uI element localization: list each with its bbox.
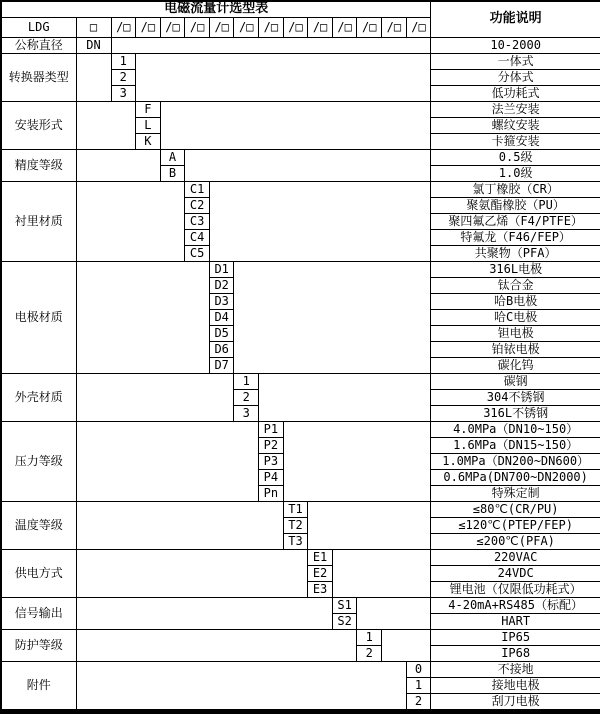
spacer-cell	[76, 421, 259, 501]
option-desc-cell: 低功耗式	[431, 85, 600, 101]
option-desc-cell: ≤80℃(CR/PU)	[431, 501, 600, 517]
option-desc-cell: 4.0MPa（DN10~150）	[431, 421, 600, 437]
spacer-cell	[76, 373, 234, 421]
option-code-cell: T3	[283, 533, 308, 549]
option-code-cell: L	[136, 117, 161, 133]
option-code-box: /□	[357, 17, 382, 37]
option-desc-cell: 哈B电极	[431, 293, 600, 309]
option-code-cell: D6	[209, 341, 234, 357]
option-code-box: /□	[111, 17, 136, 37]
group-label: 电极材质	[1, 261, 76, 373]
option-code-cell: Pn	[259, 485, 284, 501]
group-label-dn: 公称直径	[1, 37, 76, 53]
option-code-box: /□	[185, 17, 210, 37]
option-desc-cell: 0.5级	[431, 149, 600, 165]
option-code-cell: E2	[308, 565, 333, 581]
spacer-cell	[76, 101, 136, 149]
dn-code-box: □	[76, 17, 111, 37]
option-desc-cell: 316L不锈钢	[431, 405, 600, 421]
option-code-cell: P3	[259, 453, 284, 469]
option-desc-cell: 钛合金	[431, 277, 600, 293]
group-label: 转换器类型	[1, 53, 76, 101]
option-desc-cell: 304不锈钢	[431, 389, 600, 405]
option-desc-cell: 1.0MPa（DN200~DN600）	[431, 453, 600, 469]
spacer-cell	[382, 629, 431, 661]
option-desc-cell: 卡箍安装	[431, 133, 600, 149]
option-desc-cell: 碳钢	[431, 373, 600, 389]
group-label: 精度等级	[1, 149, 76, 181]
group-label: 信号输出	[1, 597, 76, 629]
option-desc-cell: 分体式	[431, 69, 600, 85]
option-code-cell: C5	[185, 245, 210, 261]
option-code-cell: 2	[406, 693, 431, 712]
option-code-cell: D3	[209, 293, 234, 309]
spacer-cell	[76, 597, 332, 629]
option-code-cell: S2	[332, 613, 357, 629]
option-code-cell: C4	[185, 229, 210, 245]
option-code-box: /□	[382, 17, 407, 37]
option-desc-cell: 铂铱电极	[431, 341, 600, 357]
table-title: 电磁流量计选型表	[1, 1, 431, 17]
option-code-cell: D7	[209, 357, 234, 373]
option-code-cell: 1	[406, 677, 431, 693]
option-desc-cell: 螺纹安装	[431, 117, 600, 133]
option-code-cell: 3	[111, 85, 136, 101]
option-desc-cell: 聚氨酯橡胶（PU）	[431, 197, 600, 213]
option-code-cell: C2	[185, 197, 210, 213]
option-code-cell: B	[160, 165, 185, 181]
option-code-cell: C3	[185, 213, 210, 229]
option-code-cell: C1	[185, 181, 210, 197]
option-code-box: /□	[283, 17, 308, 37]
option-code-box: /□	[308, 17, 333, 37]
option-desc-cell: 刮刀电极	[431, 693, 600, 712]
option-desc-cell: ≤200℃(PFA)	[431, 533, 600, 549]
group-label: 温度等级	[1, 501, 76, 549]
option-code-cell: D4	[209, 309, 234, 325]
group-label: 衬里材质	[1, 181, 76, 261]
option-code-cell: P2	[259, 437, 284, 453]
group-label: 安装形式	[1, 101, 76, 149]
spacer-cell	[76, 181, 185, 261]
spacer-cell	[160, 101, 431, 149]
group-label: 压力等级	[1, 421, 76, 501]
option-code-cell: T1	[283, 501, 308, 517]
option-code-cell: 1	[234, 373, 259, 389]
option-code-box: /□	[160, 17, 185, 37]
option-code-cell: A	[160, 149, 185, 165]
option-desc-cell: 220VAC	[431, 549, 600, 565]
option-code-cell: E3	[308, 581, 333, 597]
option-code-box: /□	[136, 17, 161, 37]
option-desc-cell: 共聚物（PFA）	[431, 245, 600, 261]
option-desc-cell: IP68	[431, 645, 600, 661]
table-body	[1, 1, 600, 712]
option-code-box: /□	[209, 17, 234, 37]
option-code-box: /□	[259, 17, 284, 37]
option-desc-cell: 钽电极	[431, 325, 600, 341]
option-desc-cell: 1.0级	[431, 165, 600, 181]
option-code-cell: D2	[209, 277, 234, 293]
spacer-cell	[76, 661, 406, 712]
spacer-cell	[357, 597, 431, 629]
option-desc-cell: 0.6MPa(DN700~DN2000)	[431, 469, 600, 485]
option-code-cell: 1	[111, 53, 136, 69]
group-label: 附件	[1, 661, 76, 712]
option-code-cell: E1	[308, 549, 333, 565]
group-label: 供电方式	[1, 549, 76, 597]
option-code-cell: S1	[332, 597, 357, 613]
spacer-cell	[76, 149, 160, 181]
option-code-cell: F	[136, 101, 161, 117]
option-desc-cell: 聚四氟乙烯（F4/PTFE）	[431, 213, 600, 229]
spacer-cell	[76, 261, 209, 373]
spacer-cell	[308, 501, 431, 549]
option-desc-cell: 锂电池（仅限低功耗式）	[431, 581, 600, 597]
option-code-box: /□	[406, 17, 431, 37]
option-desc-cell: 法兰安装	[431, 101, 600, 117]
option-desc-cell: 1.6MPa（DN15~150）	[431, 437, 600, 453]
spacer-cell	[259, 373, 431, 421]
option-desc-cell: 哈C电极	[431, 309, 600, 325]
option-code-cell: D5	[209, 325, 234, 341]
option-code-cell: 1	[357, 629, 382, 645]
option-desc-cell: HART	[431, 613, 600, 629]
option-desc-cell: 316L电极	[431, 261, 600, 277]
model-prefix: LDG	[1, 17, 76, 37]
option-code-cell: D1	[209, 261, 234, 277]
dn-code-cell: DN	[76, 37, 111, 53]
spacer-cell	[185, 149, 431, 181]
spacer-cell	[136, 53, 431, 101]
spacer-cell	[209, 181, 431, 261]
option-code-box: /□	[332, 17, 357, 37]
spacer-cell	[234, 261, 431, 373]
option-desc-cell: 接地电极	[431, 677, 600, 693]
option-desc-cell: 氯丁橡胶（CR）	[431, 181, 600, 197]
spacer-cell	[283, 421, 431, 501]
option-code-cell: 2	[234, 389, 259, 405]
option-desc-cell: IP65	[431, 629, 600, 645]
option-code-cell: K	[136, 133, 161, 149]
option-desc-cell: 24VDC	[431, 565, 600, 581]
spacer-cell	[332, 549, 431, 597]
option-desc-cell: 特氟龙（F46/FEP）	[431, 229, 600, 245]
group-label: 外壳材质	[1, 373, 76, 421]
spacer-cell	[76, 549, 308, 597]
spacer-cell	[76, 53, 111, 101]
spacer-cell	[76, 501, 283, 549]
option-desc-cell: 一体式	[431, 53, 600, 69]
option-code-cell: 3	[234, 405, 259, 421]
option-desc-cell: 特殊定制	[431, 485, 600, 501]
option-desc-cell: 10-2000	[431, 37, 600, 53]
option-desc-cell: 碳化钨	[431, 357, 600, 373]
option-code-cell: T2	[283, 517, 308, 533]
option-code-cell: 2	[357, 645, 382, 661]
option-desc-cell: ≤120℃(PTEP/FEP)	[431, 517, 600, 533]
description-column-header: 功能说明	[431, 1, 600, 37]
option-desc-cell: 4-20mA+RS485（标配）	[431, 597, 600, 613]
option-code-cell: 2	[111, 69, 136, 85]
option-code-cell: P4	[259, 469, 284, 485]
option-code-cell: 0	[406, 661, 431, 677]
option-code-box: /□	[234, 17, 259, 37]
spacer-cell	[76, 629, 357, 661]
spacer-cell	[111, 37, 431, 53]
option-code-cell: P1	[259, 421, 284, 437]
option-desc-cell: 不接地	[431, 661, 600, 677]
group-label: 防护等级	[1, 629, 76, 661]
